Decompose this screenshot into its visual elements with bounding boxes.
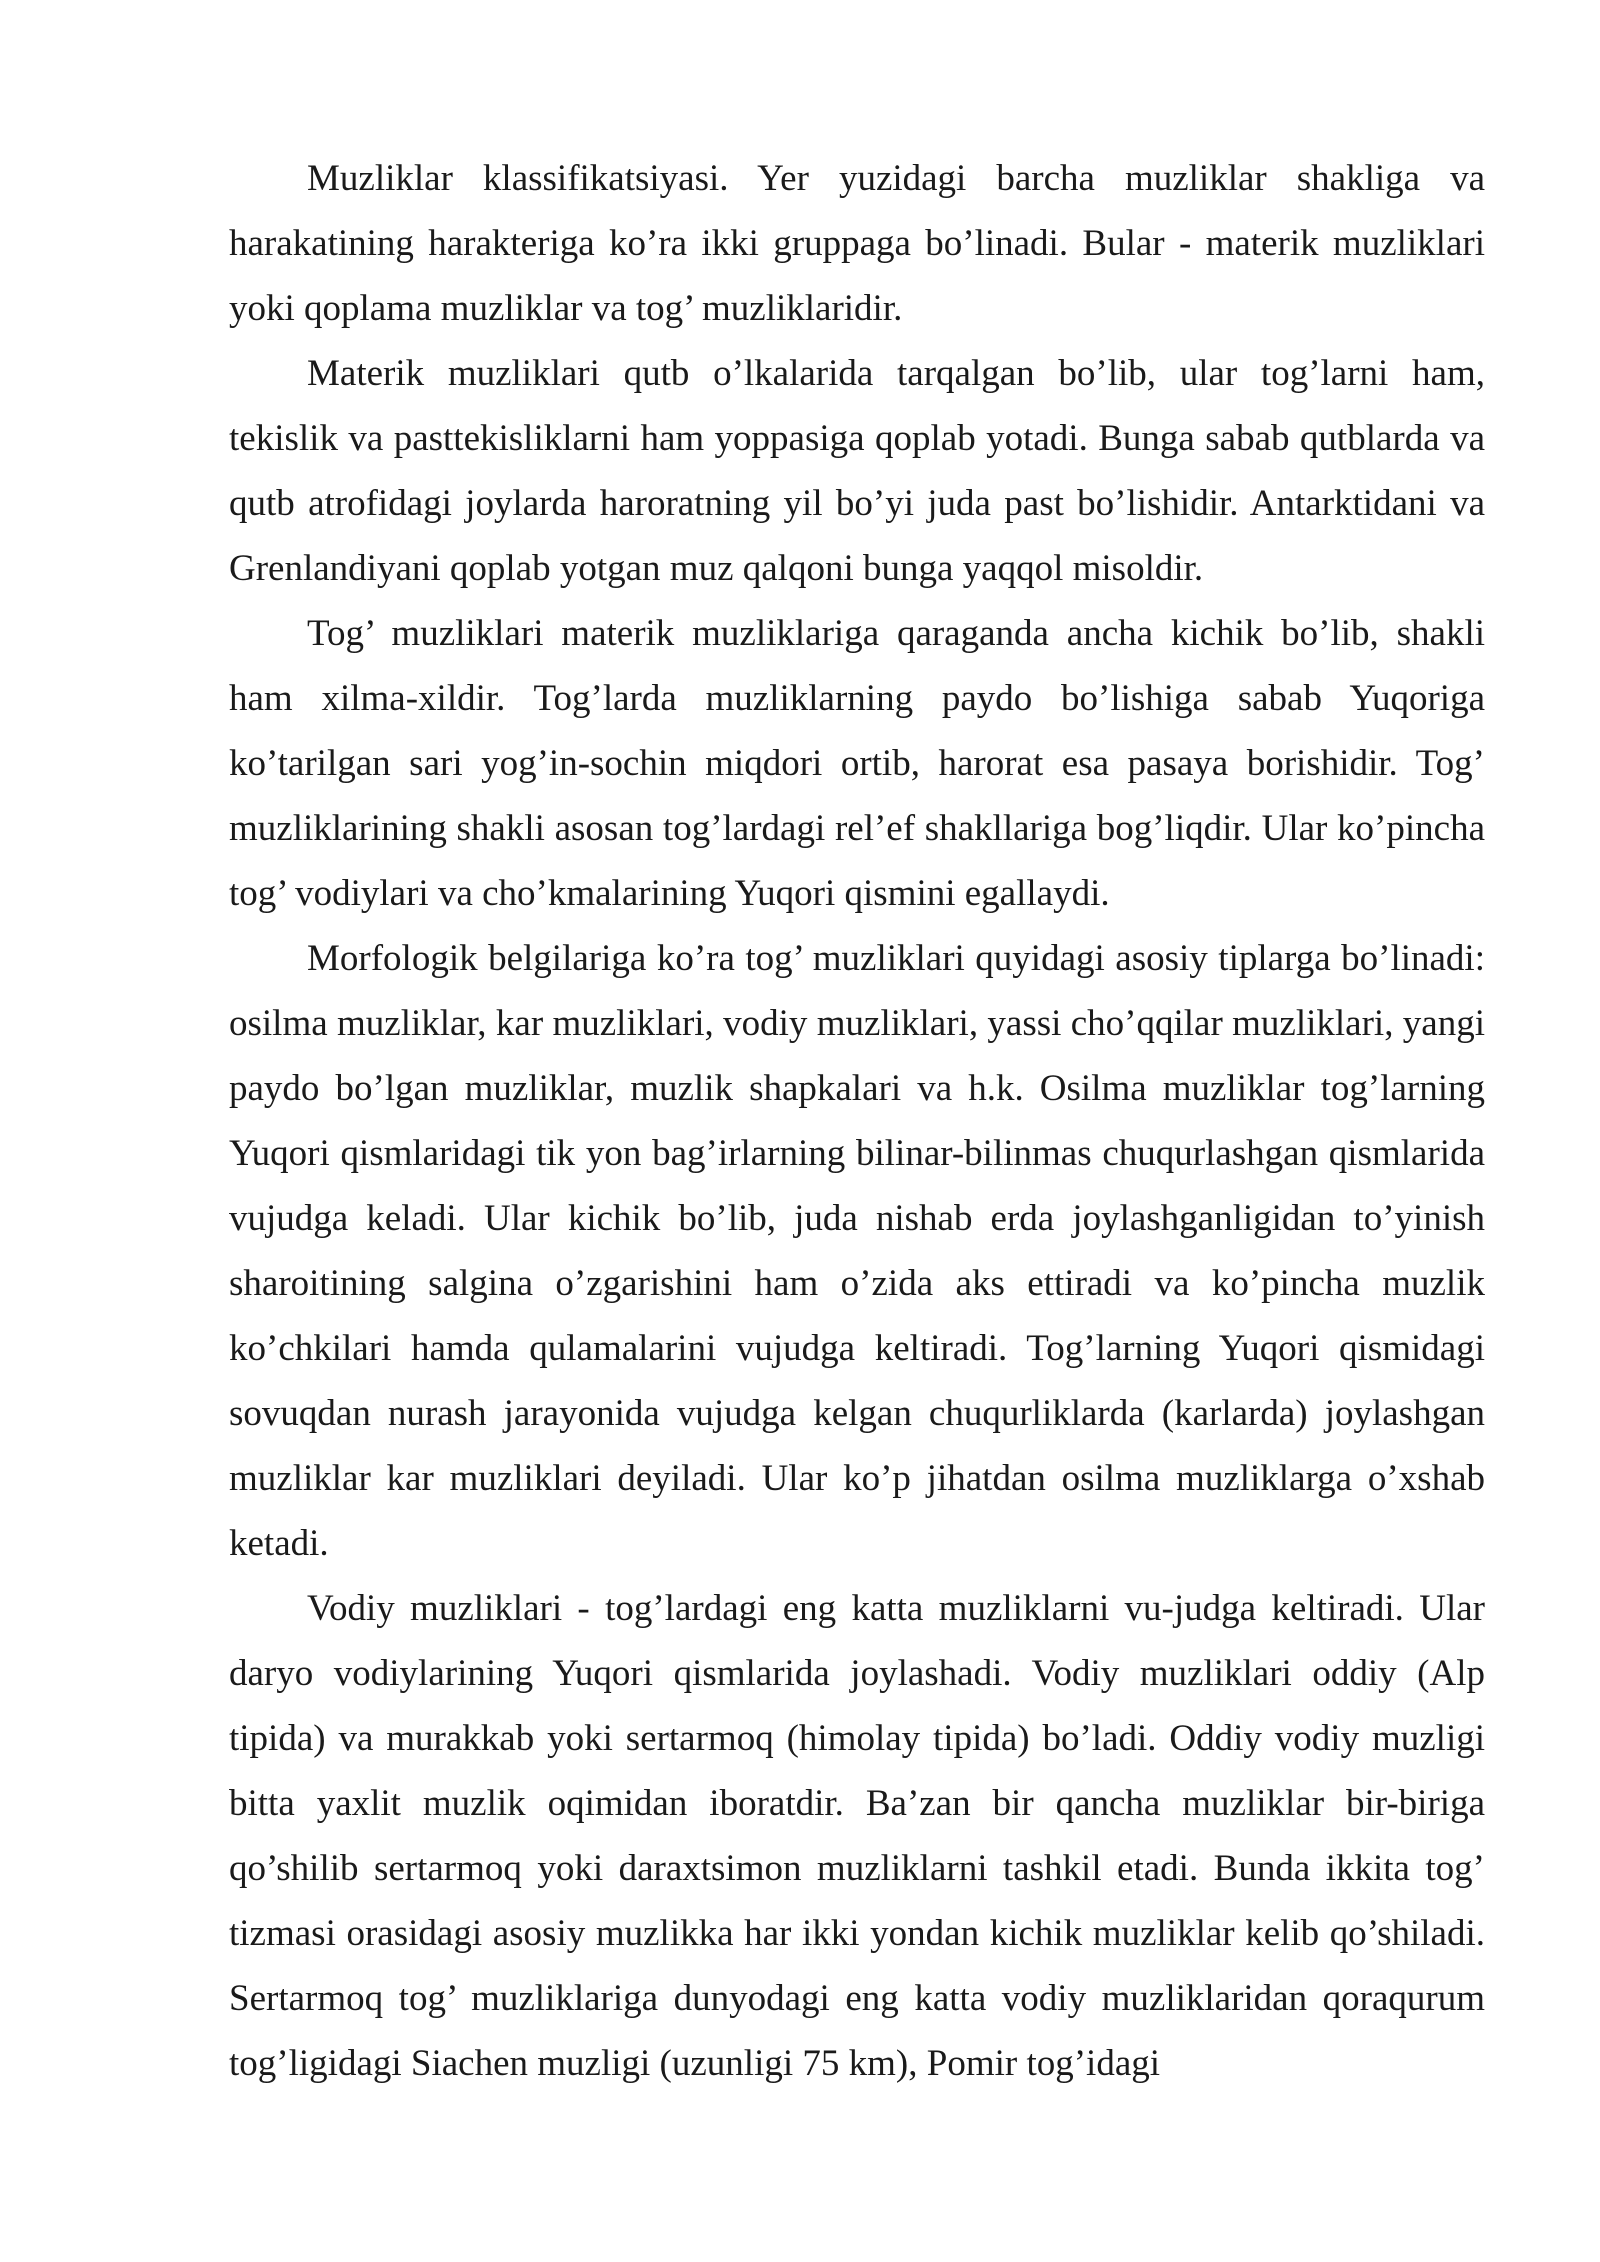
paragraph-valley-glaciers: Vodiy muzliklari - tog’lardagi eng katta muzliklarni vu-judga keltiradi. Ular daryo vodiylarining Yuqori qismlarida joylashadi. Vodiy muzliklari oddiy (Alp tipida) va murakkab yoki sertarmoq (himolay tipida) bo’ladi. Oddiy vodiy muzligi bitta yaxlit muzlik oqimidan iboratdir. Ba’zan bir qancha muzliklar bir-biriga qo’shilib sertarmoq yoki daraxtsimon muzliklarni tashkil etadi. Bunda ikkita tog’ tizmasi orasidagi asosiy muzlikka har ikki yondan kichik muzliklar kelib qo’shiladi. Sertarmoq tog’ muzliklariga dunyodagi eng katta vodiy muzliklaridan qoraqurum tog’ligidagi Siachen muzligi (uzunligi 75 km), Pomir tog’idagi [229,1588,1485,2084]
paragraph-mountain-glaciers: Tog’ muzliklari materik muzliklariga qaraganda ancha kichik bo’lib, shakli ham xilma-xildir. Tog’larda muzliklarning paydo bo’lishiga sabab Yuqoriga ko’tarilgan sari yog’in-sochin miqdori ortib, harorat esa pasaya borishidir. Tog’ muzliklarining shakli asosan tog’lardagi rel’ef shakllariga bog’liqdir. Ular ko’pincha tog’ vodiylari va cho’kmalarining Yuqori qismini egallaydi. [229,613,1485,914]
paragraph-continental-glaciers: Materik muzliklari qutb o’lkalarida tarqalgan bo’lib, ular tog’larni ham, tekislik va pasttekisliklarni ham yoppasiga qoplab yotadi. Bunga sabab qutblarda va qutb atrofidagi joylarda haroratning yil bo’yi juda past bo’lishidir. Antarktidani va Grenlandiyani qoplab yotgan muz qalqoni bunga yaqqol misoldir. [229,353,1485,589]
paragraph-classification: Muzliklar klassifikatsiyasi. Yer yuzidagi barcha muzliklar shakliga va harakatining harakteriga ko’ra ikki gruppaga bo’linadi. Bular - materik muzliklari yoki qoplama muzliklar va tog’ muzliklaridir. [229,158,1485,329]
paragraph-morphological-types: Morfologik belgilariga ko’ra tog’ muzliklari quyidagi asosiy tiplarga bo’linadi: osilma muzliklar, kar muzliklari, vodiy muzliklari, yassi cho’qqilar muzliklari, yangi paydo bo’lgan muzliklar, muzlik shapkalari va h.k. Osilma muzliklar tog’larning Yuqori qismlaridagi tik yon bag’irlarning bilinar-bilinmas chuqurlashgan qismlarida vujudga keladi. Ular kichik bo’lib, juda nishab erda joylashganligidan to’yinish sharoitining salgina o’zgarishini ham o’zida aks ettiradi va ko’pincha muzlik ko’chkilari hamda qulamalarini vujudga keltiradi. Tog’larning Yuqori qismidagi sovuqdan nurash jarayonida vujudga kelgan chuqurliklarda (karlarda) joylashgan muzliklar kar muzliklari deyiladi. Ular ko’p jihatdan osilma muzliklarga o’xshab ketadi. [229,938,1485,1564]
document-page [229,146,1485,2096]
